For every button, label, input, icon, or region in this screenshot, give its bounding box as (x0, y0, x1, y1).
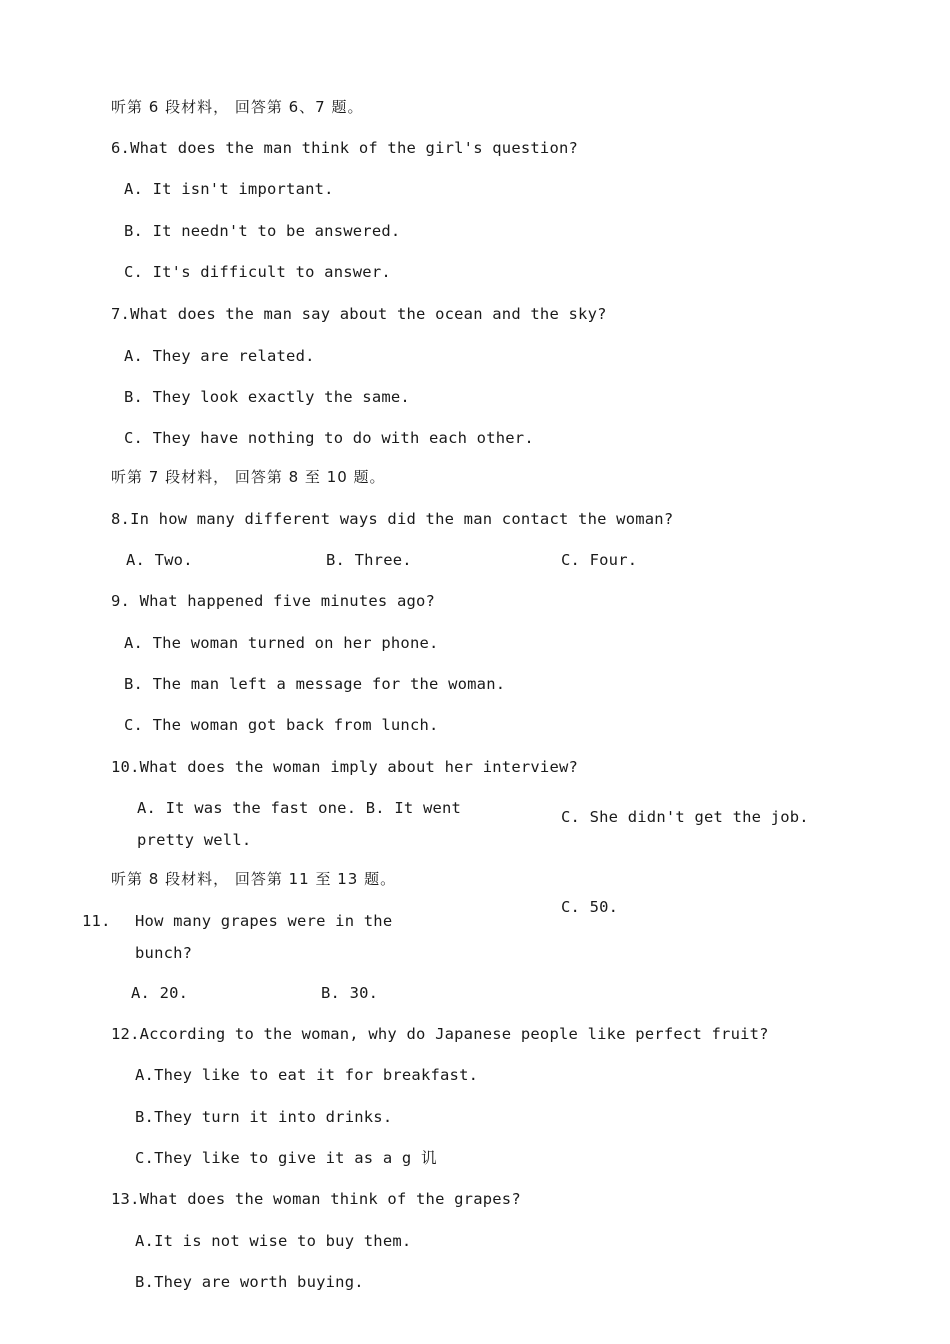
question-11-option-a: A. 20. (131, 984, 189, 1002)
question-13-stem: 13.What does the woman think of the grapes? (111, 1190, 521, 1208)
question-12-option-a: A.They like to eat it for breakfast. (135, 1066, 479, 1084)
question-13-option-b: B.They are worth buying. (135, 1273, 364, 1291)
question-7-stem: 7.What does the man say about the ocean and the sky? (111, 305, 607, 323)
question-9-option-c: C. The woman got back from lunch. (124, 716, 439, 734)
question-9-option-a: A. The woman turned on her phone. (124, 634, 439, 652)
question-12-option-b: B.They turn it into drinks. (135, 1108, 393, 1126)
question-8-option-c: C. Four. (561, 551, 638, 569)
question-9-option-b: B. The man left a message for the woman. (124, 675, 506, 693)
question-6-option-b: B. It needn't to be answered. (124, 222, 401, 240)
question-7-option-b: B. They look exactly the same. (124, 388, 410, 406)
question-6-stem: 6.What does the man think of the girl's question? (111, 139, 579, 157)
question-13-option-a: A.It is not wise to buy them. (135, 1232, 412, 1250)
question-11-stem-line1: How many grapes were in the (135, 912, 393, 930)
question-10-option-ab-line1: A. It was the fast one. B. It went (137, 799, 462, 817)
question-11-stem-line2: bunch? (135, 944, 193, 962)
question-8-option-a: A. Two. (126, 551, 193, 569)
question-8-stem: 8.In how many different ways did the man contact the woman? (111, 510, 674, 528)
question-11-option-c: C. 50. (561, 898, 619, 916)
question-7-option-c: C. They have nothing to do with each other. (124, 429, 534, 447)
question-11-number: 11. (82, 912, 111, 930)
question-10-stem: 10.What does the woman imply about her interview? (111, 758, 579, 776)
question-12-option-c: C.They like to give it as a g 讥 (135, 1149, 437, 1167)
section-heading-7: 听第 7 段材料， 回答第 8 至 10 题。 (111, 468, 386, 486)
question-6-option-a: A. It isn't important. (124, 180, 334, 198)
section-heading-6: 听第 6 段材料， 回答第 6、7 题。 (111, 98, 364, 116)
question-11-option-b: B. 30. (321, 984, 379, 1002)
question-9-stem: 9. What happened five minutes ago? (111, 592, 436, 610)
question-7-option-a: A. They are related. (124, 347, 315, 365)
section-heading-8: 听第 8 段材料， 回答第 11 至 13 题。 (111, 870, 397, 888)
question-6-option-c: C. It's difficult to answer. (124, 263, 391, 281)
question-8-option-b: B. Three. (326, 551, 412, 569)
question-12-stem: 12.According to the woman, why do Japanese people like perfect fruit? (111, 1025, 769, 1043)
question-10-option-ab-line2: pretty well. (137, 831, 252, 849)
question-10-option-c: C. She didn't get the job. (561, 808, 809, 826)
